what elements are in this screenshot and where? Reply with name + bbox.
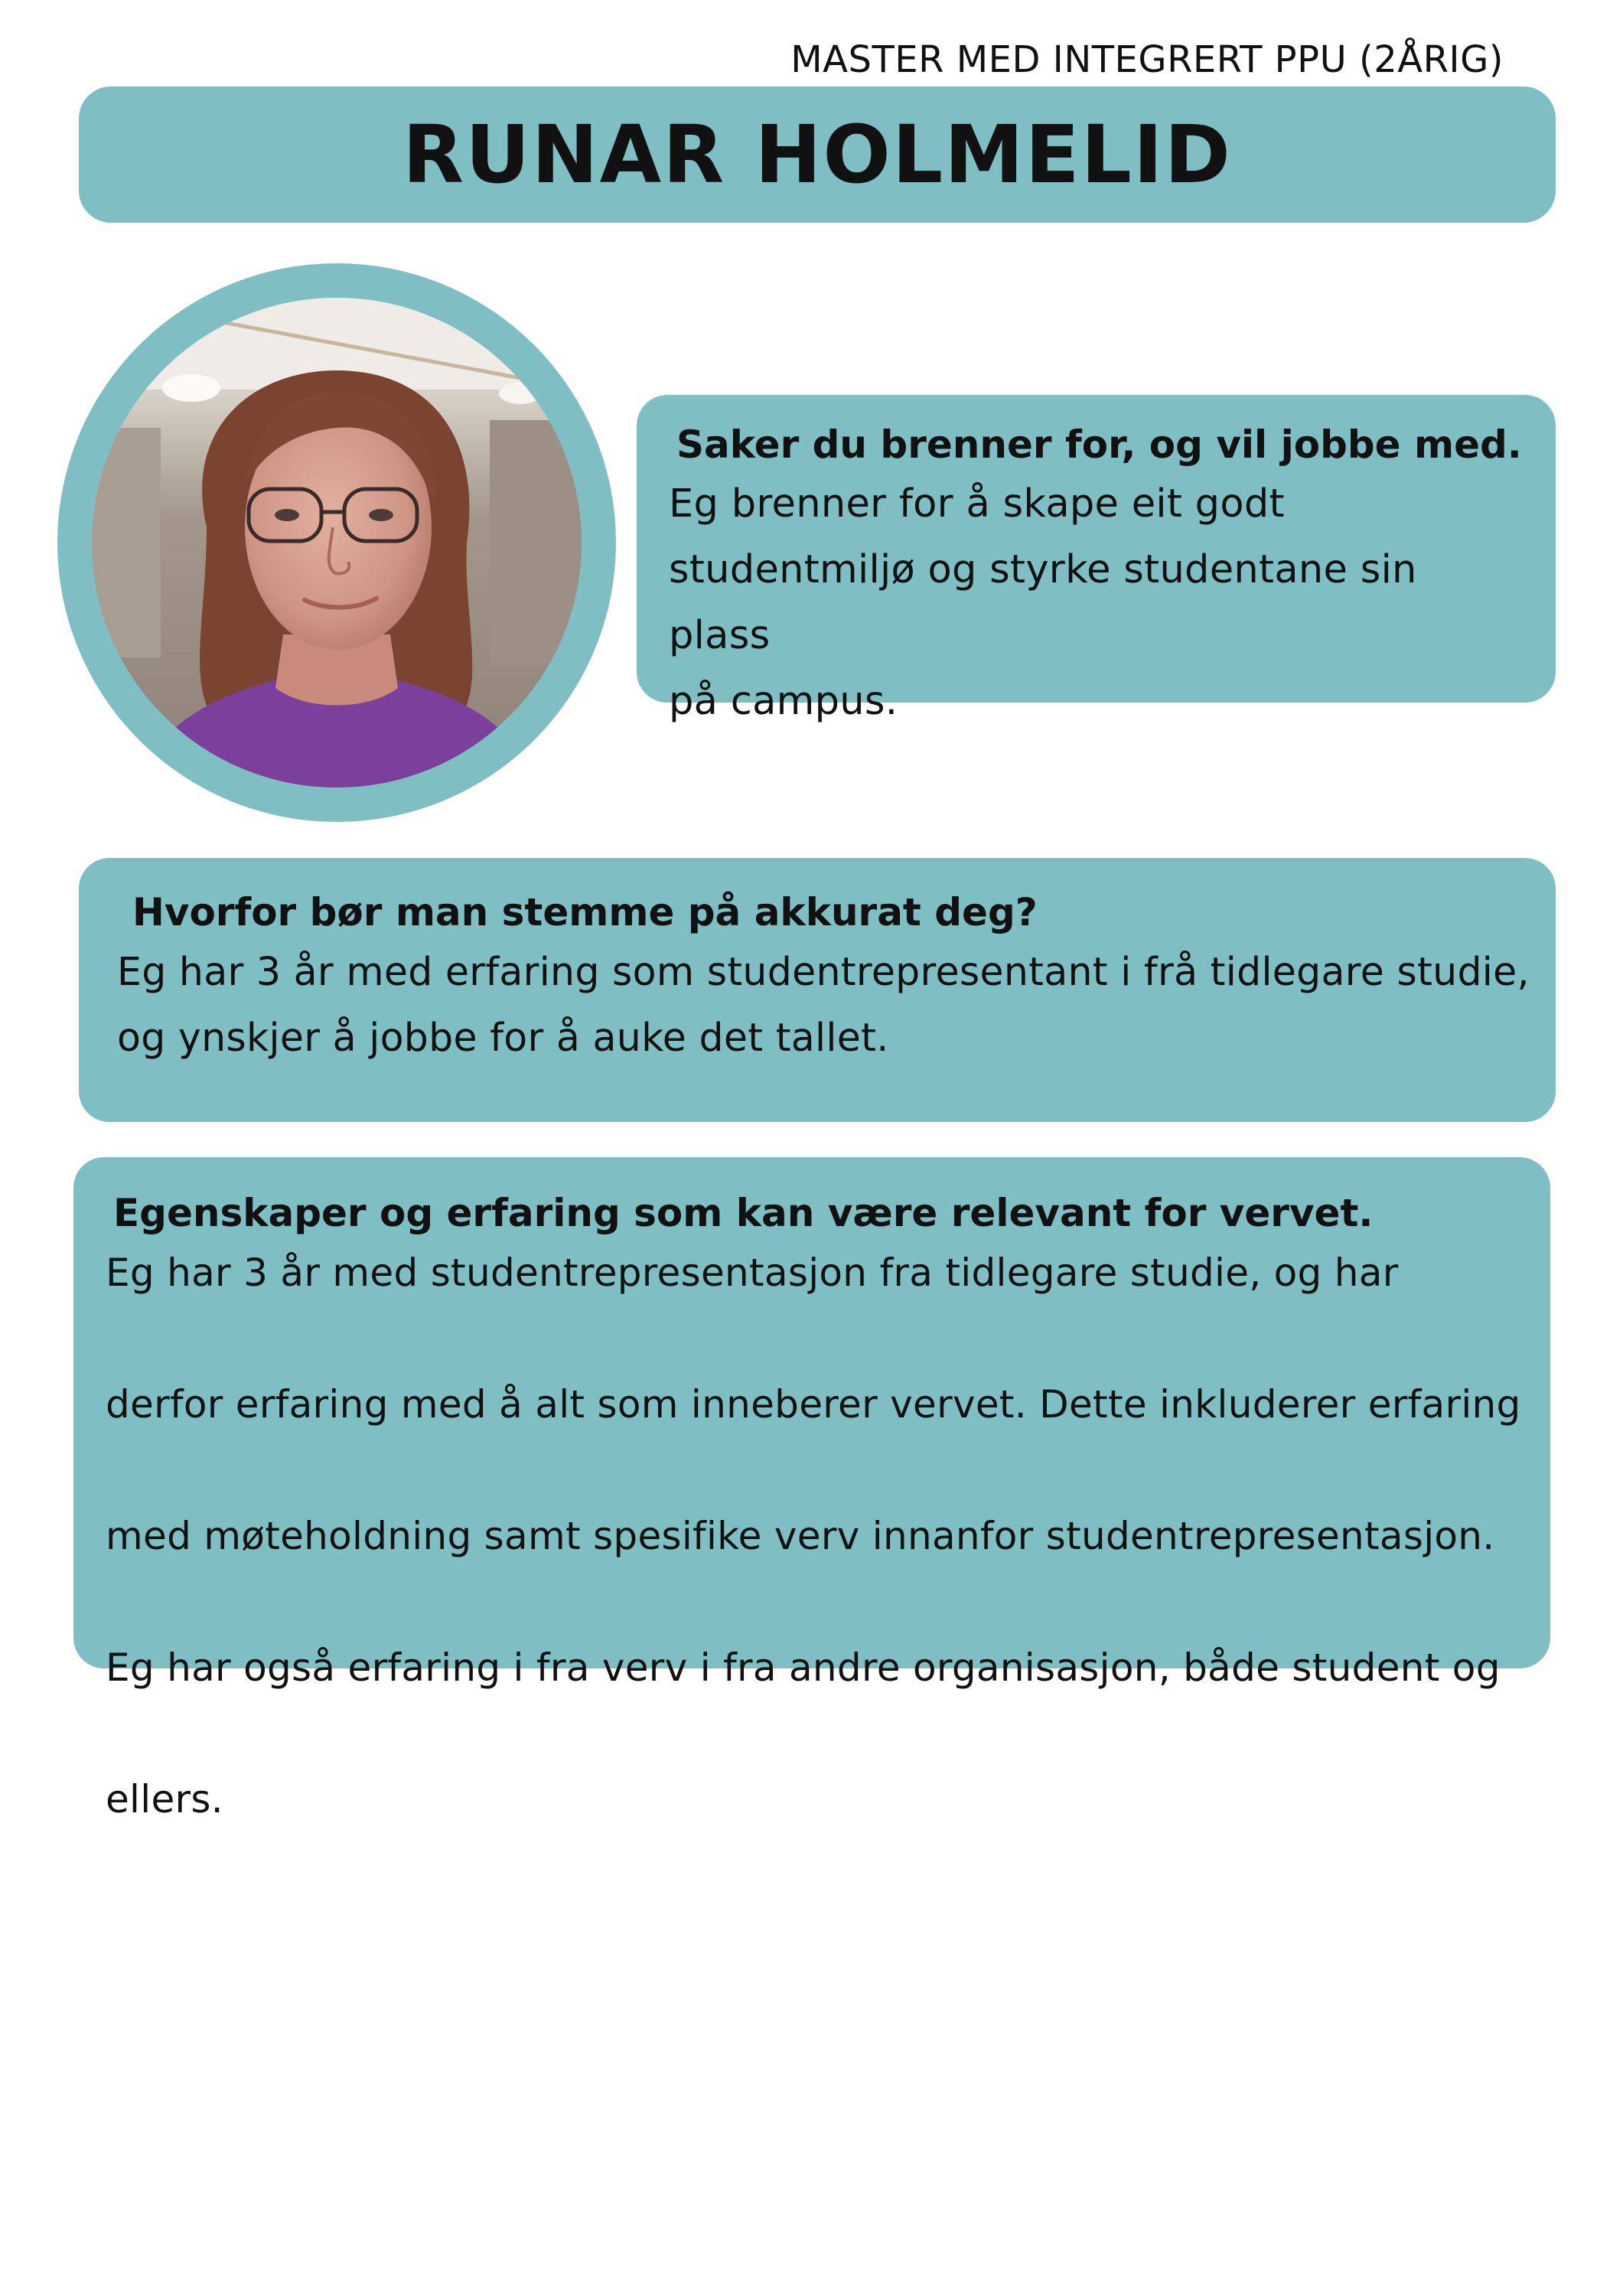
experience-line: ellers. — [106, 1777, 223, 1821]
experience-heading: Egenskaper og erfaring som kan være relevant for vervet. — [113, 1191, 1374, 1235]
program-label: MASTER MED INTEGRERT PPU (2ÅRIG) — [790, 38, 1504, 81]
experience-line: med møteholdning samt spesifike verv innanfor studentrepresentasjon. — [106, 1514, 1495, 1558]
passions-line: på campus. — [669, 679, 898, 724]
name-banner — [79, 86, 1556, 223]
experience-paragraph-1 — [106, 1240, 1535, 1569]
experience-card — [73, 1157, 1550, 1821]
why-vote-card — [79, 858, 1556, 1122]
passions-heading: Saker du brenner for, og vil jobbe med. — [676, 422, 1522, 467]
portrait-photo — [92, 298, 582, 788]
avatar — [92, 298, 582, 788]
experience-line: Eg har også erfaring i fra verv i fra andre organisasjon, både student og — [106, 1645, 1501, 1690]
passions-line: studentmiljø og styrke studentane sin plass — [669, 547, 1417, 658]
why-vote-line: Eg har 3 år med erfaring som studentrepresentant i frå tidlegare studie, — [117, 949, 1530, 994]
why-vote-line: og ynskjer å jobbe for å auke det tallet. — [117, 1015, 889, 1060]
experience-line: Eg har 3 år med studentrepresentasjon fra tidlegare studie, og har — [106, 1251, 1399, 1295]
experience-line: derfor erfaring med å alt som inneberer vervet. Dette inkluderer erfaring — [106, 1382, 1521, 1427]
why-vote-heading: Hvorfor bør man stemme på akkurat deg? — [132, 890, 1038, 934]
experience-paragraph-2 — [106, 1635, 1535, 1832]
candidate-name: RUNAR HOLMELID — [402, 108, 1232, 201]
avatar-frame — [57, 263, 616, 822]
passions-line: Eg brenner for å skape eit godt — [669, 481, 1285, 527]
passions-card — [637, 395, 1556, 724]
